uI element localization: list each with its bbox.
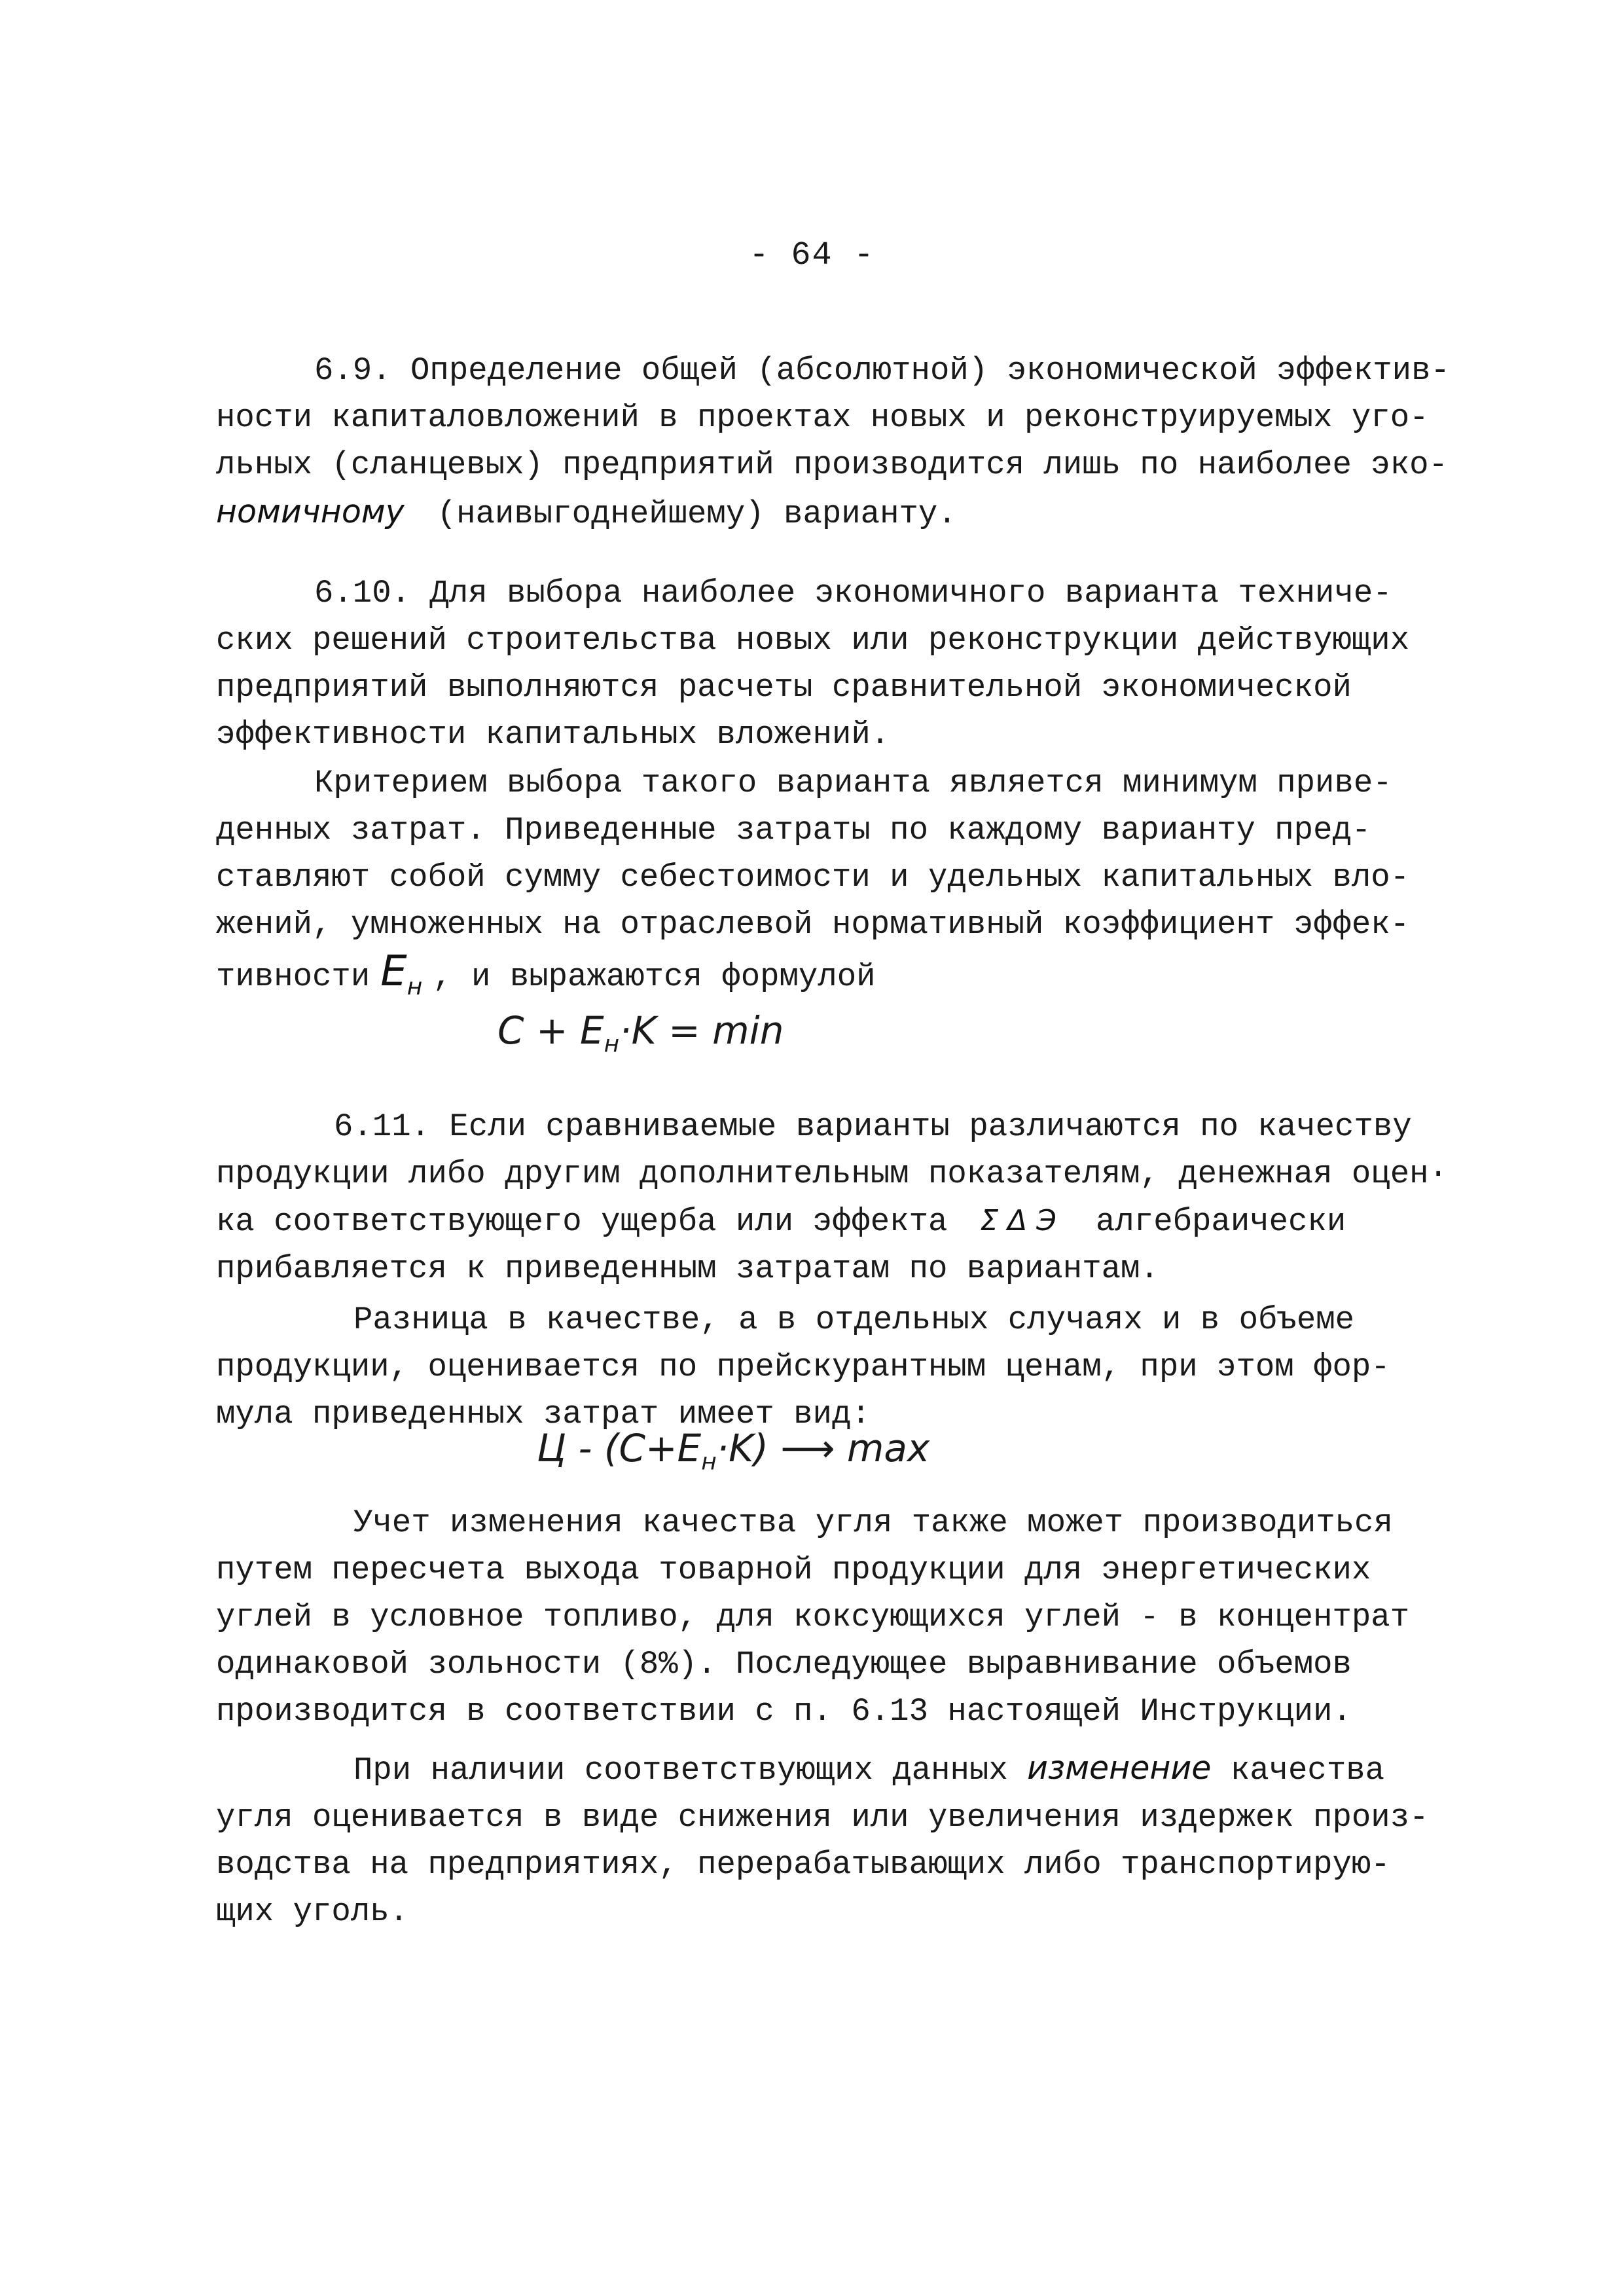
text-line: путем пересчета выхода товарной продукции для энергетических bbox=[216, 1552, 1371, 1588]
paragraph-difference bbox=[216, 1296, 1479, 1438]
symbol-subscript: н bbox=[406, 973, 423, 1000]
formula-term: ·K bbox=[619, 1008, 657, 1053]
text-span: , и выражаются формулой bbox=[433, 958, 876, 995]
handwritten-word: изменение bbox=[1027, 1749, 1212, 1787]
handwritten-symbol bbox=[370, 948, 433, 1011]
text-line: 6.9. Определение общей (абсолютной) экономической эффектив- bbox=[314, 352, 1450, 389]
text-line: 6.10. Для выбора наиболее экономичного варианта техниче- bbox=[314, 575, 1392, 611]
text-line: денных затрат. Приведенные затраты по каждому варианту пред- bbox=[216, 812, 1371, 848]
formula-operator: + bbox=[535, 1008, 568, 1053]
formula-term: Ц - (С+E bbox=[537, 1426, 702, 1470]
text-line: щих уголь. bbox=[216, 1893, 409, 1930]
text-line: Критерием выбора такого варианта является минимум приве- bbox=[314, 765, 1392, 801]
formula-term: min bbox=[712, 1008, 784, 1053]
text-span: (наивыгоднейшему) варианту. bbox=[437, 496, 957, 532]
text-line bbox=[216, 488, 1479, 538]
text-line: Разница в качестве, а в отдельных случаях и в объеме bbox=[353, 1302, 1355, 1338]
text-line: жений, умноженных на отраслевой нормативный коэффициент эффек- bbox=[216, 906, 1410, 943]
formula-subscript: н bbox=[604, 1030, 620, 1058]
paragraph-quality-accounting bbox=[216, 1499, 1479, 1735]
text-line: ских решений строительства новых или реконструкции действующих bbox=[216, 622, 1410, 659]
text-line bbox=[216, 948, 1479, 1011]
formula-term: max bbox=[846, 1426, 930, 1470]
text-span: тивности bbox=[216, 958, 370, 995]
text-span: алгебраически bbox=[1096, 1203, 1346, 1240]
formula-term: E bbox=[579, 1008, 604, 1053]
text-span: качества bbox=[1230, 1752, 1385, 1789]
text-line: угля оценивается в виде снижения или увеличения издержек произ- bbox=[216, 1799, 1429, 1836]
text-line: продукции, оценивается по прейскурантным ценам, при этом фор- bbox=[216, 1349, 1390, 1385]
arrow-icon: ⟶ bbox=[780, 1426, 835, 1470]
symbol-letter: E bbox=[380, 947, 407, 996]
formula-min-cost bbox=[497, 1008, 784, 1058]
formula-max-profit bbox=[537, 1426, 929, 1476]
text-line: льных (сланцевых) предприятий производится лишь по наиболее эко- bbox=[216, 446, 1448, 483]
text-line: производится в соответствии с п. 6.13 настоящей Инструкции. bbox=[216, 1693, 1352, 1730]
text-line: 6.11. Если сравниваемые варианты различаются по качеству bbox=[334, 1108, 1412, 1145]
formula-subscript: н bbox=[701, 1448, 717, 1476]
paragraph-data-availability bbox=[216, 1745, 1479, 1935]
handwritten-symbol: Σ Δ Э bbox=[980, 1204, 1056, 1237]
handwritten-word: номичному bbox=[216, 493, 405, 530]
paragraph-6-9 bbox=[216, 347, 1479, 538]
text-line: ставляют собой сумму себестоимости и удельных капитальных вло- bbox=[216, 859, 1410, 896]
paragraph-6-11 bbox=[216, 1103, 1479, 1292]
text-span: ка соответствующего ущерба или эффекта bbox=[216, 1203, 948, 1240]
formula-term: ·K) bbox=[716, 1426, 768, 1470]
text-line bbox=[216, 1745, 1479, 1794]
text-line: водства на предприятиях, перерабатывающих либо транспортирую- bbox=[216, 1846, 1390, 1883]
text-line: углей в условное топливо, для коксующихся углей - в концентрат bbox=[216, 1599, 1410, 1635]
text-line bbox=[216, 1197, 1479, 1245]
page-number: - 64 - bbox=[749, 237, 875, 274]
paragraph-criterion bbox=[216, 759, 1479, 1011]
text-line: одинаковой зольности (8%). Последующее выравнивание объемов bbox=[216, 1646, 1352, 1683]
paragraph-6-10 bbox=[216, 570, 1479, 758]
formula-term: C bbox=[497, 1008, 524, 1053]
text-line: продукции либо другим дополнительным показателям, денежная оцен· bbox=[216, 1156, 1448, 1192]
formula-operator: = bbox=[668, 1008, 700, 1053]
text-line: эффективности капитальных вложений. bbox=[216, 716, 890, 753]
text-span: При наличии соответствующих данных bbox=[353, 1752, 1008, 1789]
text-line: прибавляется к приведенным затратам по вариантам. bbox=[216, 1250, 1159, 1287]
text-line: ности капиталовложений в проектах новых и реконструируемых уго- bbox=[216, 399, 1429, 436]
text-line: Учет изменения качества угля также может производиться bbox=[353, 1504, 1393, 1541]
text-line: предприятий выполняются расчеты сравнительной экономической bbox=[216, 669, 1352, 706]
text-line: мула приведенных затрат имеет вид: bbox=[216, 1396, 871, 1432]
